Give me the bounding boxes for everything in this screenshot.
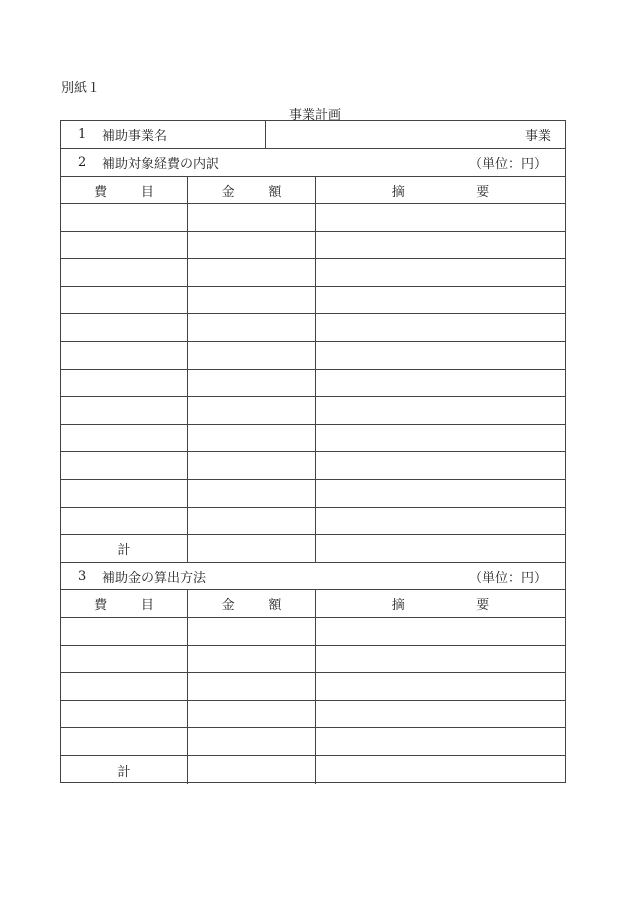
header-amount: 金 額 <box>188 590 316 617</box>
section3-heading-row <box>61 563 565 590</box>
section2-amount-cell[interactable] <box>188 204 316 231</box>
section2-unit: （単位：円） <box>468 157 547 172</box>
section2-expense-item-cell[interactable] <box>61 204 188 231</box>
section3-amount-cell[interactable] <box>188 701 316 728</box>
business-plan-form <box>60 120 566 783</box>
section2-expense-item-cell[interactable] <box>61 370 188 397</box>
section2-expense-item-cell[interactable] <box>61 452 188 479</box>
document-title: 事業計画 <box>288 108 341 123</box>
section2-summary-cell[interactable] <box>316 259 565 286</box>
project-name-label-cell <box>61 121 266 148</box>
section2-amount-cell[interactable] <box>188 287 316 314</box>
section2-total-row <box>61 535 565 563</box>
section2-expense-item-cell[interactable] <box>61 342 188 369</box>
section2-summary-cell[interactable] <box>316 425 565 452</box>
section2-amount-cell[interactable] <box>188 452 316 479</box>
section2-total-amount[interactable] <box>188 535 316 562</box>
section3-heading <box>61 563 206 589</box>
section3-expense-item-cell[interactable] <box>61 673 188 700</box>
section2-table-row <box>61 204 565 232</box>
section2-table-row <box>61 425 565 453</box>
section-number: 1 <box>78 127 87 142</box>
section3-expense-item-cell[interactable] <box>61 701 188 728</box>
section2-summary-cell[interactable] <box>316 342 565 369</box>
section2-expense-item-cell[interactable] <box>61 287 188 314</box>
section3-summary-cell[interactable] <box>316 728 565 755</box>
section3-table-row <box>61 728 565 756</box>
section2-summary-cell[interactable] <box>316 452 565 479</box>
header-summary: 摘 要 <box>391 598 490 613</box>
section3-amount-cell[interactable] <box>188 646 316 673</box>
section2-total-summary[interactable] <box>316 535 565 562</box>
section3-expense-item-cell[interactable] <box>61 728 188 755</box>
section2-amount-cell[interactable] <box>188 314 316 341</box>
project-name-field[interactable] <box>266 121 565 148</box>
section3-label: 補助金の算出方法 <box>102 570 207 586</box>
section3-total-summary[interactable] <box>316 756 565 784</box>
section3-table-row <box>61 618 565 646</box>
section2-summary-cell[interactable] <box>316 508 565 535</box>
section2-table-row <box>61 452 565 480</box>
section3-table-row <box>61 673 565 701</box>
section3-expense-item-cell[interactable] <box>61 618 188 645</box>
project-name-suffix: 事業 <box>524 129 551 144</box>
section3-table-row <box>61 646 565 674</box>
section-number: 2 <box>78 155 87 170</box>
section2-table-row <box>61 508 565 536</box>
section2-summary-cell[interactable] <box>316 204 565 231</box>
section2-summary-cell[interactable] <box>316 232 565 259</box>
section3-total-label: 計 <box>61 756 188 784</box>
section2-table-row <box>61 342 565 370</box>
section2-expense-item-cell[interactable] <box>61 397 188 424</box>
section2-label: 補助対象経費の内訳 <box>102 157 220 172</box>
project-name-row <box>61 121 565 149</box>
section2-table-row <box>61 480 565 508</box>
section2-expense-item-cell[interactable] <box>61 259 188 286</box>
section-number: 3 <box>78 568 87 584</box>
section2-table-row <box>61 287 565 315</box>
section2-amount-cell[interactable] <box>188 232 316 259</box>
section2-amount-cell[interactable] <box>188 425 316 452</box>
section3-amount-cell[interactable] <box>188 673 316 700</box>
section3-amount-cell[interactable] <box>188 618 316 645</box>
section3-table-row <box>61 701 565 729</box>
section2-total-label: 計 <box>61 535 188 562</box>
section2-summary-cell[interactable] <box>316 370 565 397</box>
section2-expense-item-cell[interactable] <box>61 232 188 259</box>
section2-amount-cell[interactable] <box>188 259 316 286</box>
project-name-label: 補助事業名 <box>102 129 168 144</box>
header-expense-item: 費 目 <box>61 177 188 203</box>
section3-summary-cell[interactable] <box>316 618 565 645</box>
section3-summary-cell[interactable] <box>316 673 565 700</box>
section3-amount-cell[interactable] <box>188 728 316 755</box>
section2-amount-cell[interactable] <box>188 370 316 397</box>
section3-total-row <box>61 756 565 784</box>
section3-unit: （単位：円） <box>468 570 547 586</box>
section2-table-row <box>61 370 565 398</box>
section2-heading <box>61 149 219 176</box>
section2-table-row <box>61 232 565 260</box>
section3-header-row <box>61 590 565 618</box>
section3-summary-cell[interactable] <box>316 701 565 728</box>
section2-expense-item-cell[interactable] <box>61 508 188 535</box>
section2-summary-cell[interactable] <box>316 314 565 341</box>
header-expense-item: 費 目 <box>61 590 188 617</box>
section3-expense-item-cell[interactable] <box>61 646 188 673</box>
section2-summary-cell[interactable] <box>316 287 565 314</box>
section2-header-row <box>61 177 565 204</box>
section2-amount-cell[interactable] <box>188 342 316 369</box>
section2-amount-cell[interactable] <box>188 508 316 535</box>
section2-table-row <box>61 397 565 425</box>
section2-amount-cell[interactable] <box>188 397 316 424</box>
section2-heading-row <box>61 149 565 177</box>
section2-expense-item-cell[interactable] <box>61 480 188 507</box>
section3-summary-cell[interactable] <box>316 646 565 673</box>
section2-amount-cell[interactable] <box>188 480 316 507</box>
section2-table-row <box>61 259 565 287</box>
section2-table-row <box>61 314 565 342</box>
section2-expense-item-cell[interactable] <box>61 314 188 341</box>
section2-summary-cell[interactable] <box>316 480 565 507</box>
attachment-label: 別紙１ <box>61 81 101 96</box>
section3-total-amount[interactable] <box>188 756 316 784</box>
section2-summary-cell[interactable] <box>316 397 565 424</box>
header-summary: 摘 要 <box>391 184 490 200</box>
section2-expense-item-cell[interactable] <box>61 425 188 452</box>
header-amount: 金 額 <box>188 177 316 203</box>
